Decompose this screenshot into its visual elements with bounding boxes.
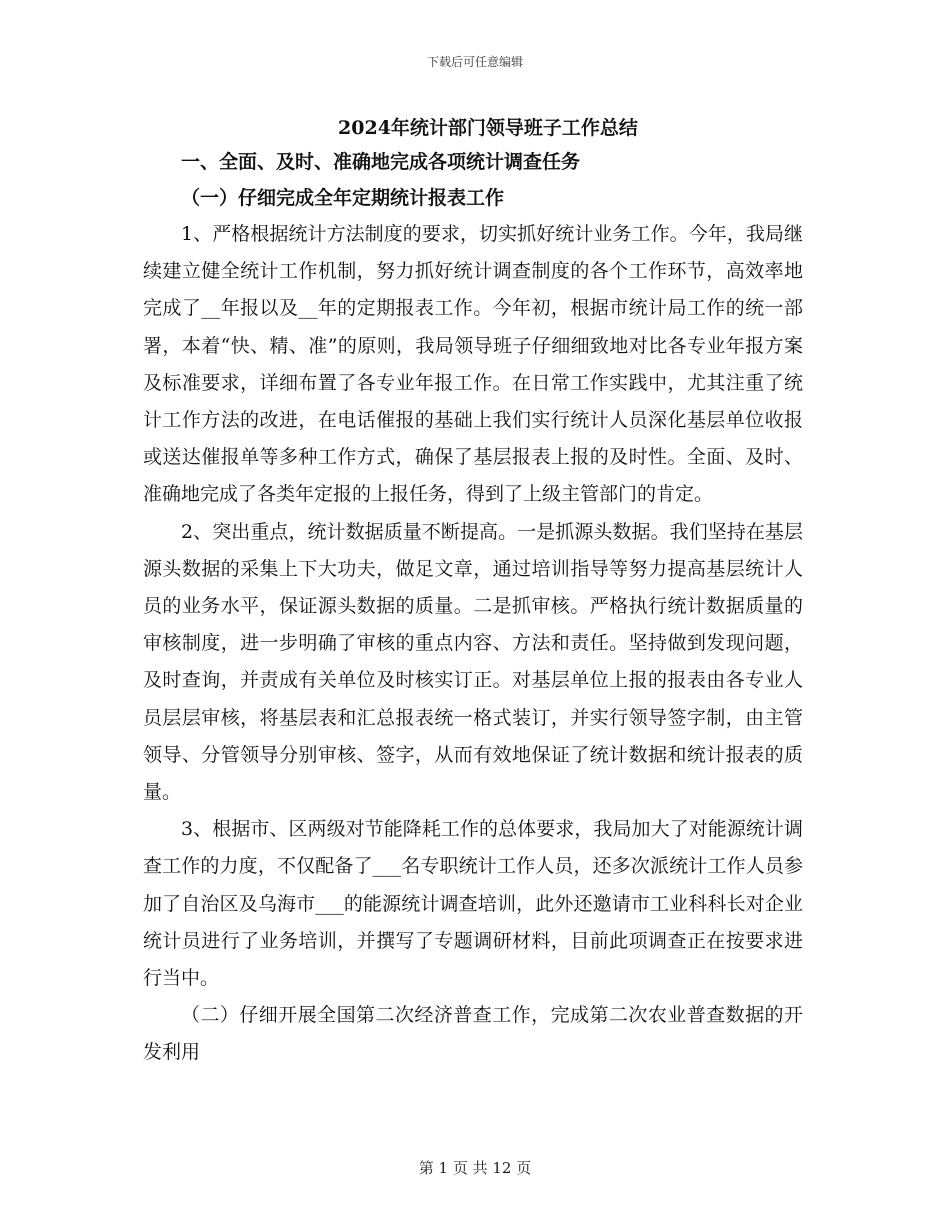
paragraph-3: 3、根据市、区两级对节能降耗工作的总体要求，我局加大了对能源统计调查工作的力度，不仅配备了___名专职统计工作人员，还多次派统计工作人员参加了自治区及乌海市___的能源统计调查培训，此外还邀请市工业科科长对企业统计员进行了业务培训，并撰写了专题调研材料，目前此项调查正在按要求进行当中。 bbox=[143, 818, 803, 990]
subsection-heading-1: （一）仔细完成全年定期统计报表工作 bbox=[181, 187, 505, 209]
document-title: 2024年统计部门领导班子工作总结 bbox=[338, 117, 638, 139]
document-body bbox=[143, 112, 803, 1072]
page-header-note: 下载后可任意编辑 bbox=[426, 55, 523, 69]
paragraph-4: （二）仔细开展全国第二次经济普查工作，完成第二次农业普查数据的开发利用 bbox=[143, 1004, 803, 1064]
page-number: 第 1 页 共 12 页 bbox=[418, 1159, 532, 1177]
paragraph-1: 1、严格根据统计方法制度的要求，切实抓好统计业务工作。今年，我局继续建立健全统计工作机制，努力抓好统计调查制度的各个工作环节，高效率地完成了__年报以及__年的定期报表工作。今年初，根据市统计局工作的统一部署，本着“快、精、准”的原则，我局领导班子仔细细致地对比各专业年报方案及标准要求，详细布置了各专业年报工作。在日常工作实践中，尤其注重了统计工作方法的改进，在电话催报的基础上我们实行统计人员深化基层单位收报或送达催报单等多种工作方式，确保了基层报表上报的及时性。全面、及时、准确地完成了各类年定报的上报任务，得到了上级主管部门的肯定。 bbox=[143, 223, 803, 506]
section-heading-1: 一、全面、及时、准确地完成各项统计调查任务 bbox=[181, 151, 581, 173]
paragraph-2: 2、突出重点，统计数据质量不断提高。一是抓源头数据。我们坚持在基层源头数据的采集上下大功夫，做足文章，通过培训指导等努力提高基层统计人员的业务水平，保证源头数据的质量。二是抓审核。严格执行统计数据质量的审核制度，进一步明确了审核的重点内容、方法和责任。坚持做到发现问题，及时查询，并责成有关单位及时核实订正。对基层单位上报的报表由各专业人员层层审核，将基层表和汇总报表统一格式装订，并实行领导签字制，由主管领导、分管领导分别审核、签字，从而有效地保证了统计数据和统计报表的质量。 bbox=[143, 520, 803, 804]
